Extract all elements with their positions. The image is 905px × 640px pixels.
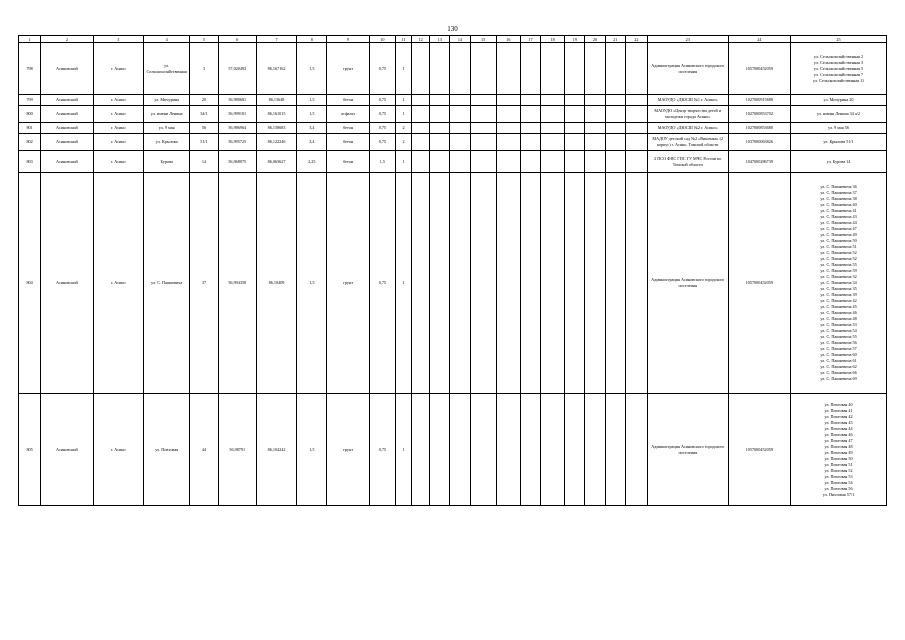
cell-num: 798 [19,43,41,95]
address-line: ул. Пихтовая 51 [824,461,853,467]
cell-addresses [791,394,887,506]
address-line: ул. Мичурина 20 [823,97,854,102]
empty-cell [430,394,450,506]
empty-cell [496,173,520,394]
empty-cell [541,151,565,173]
empty-cell [520,173,540,394]
empty-cell [470,134,496,151]
address-line: ул. Пихтовая 42 [824,413,853,419]
table-row [19,134,887,151]
cell-ogrn: 1027000853680 [728,123,791,134]
cell-addresses [791,123,887,134]
address-line: ул. Бурова 14 [826,158,851,164]
cell-count: 2 [395,123,411,134]
empty-cell [412,123,430,134]
cell-district: Асиновский [41,43,93,95]
cell-cover: бетон [327,95,369,106]
cell-street: ул. С. Пашкевича [144,173,190,394]
empty-cell [450,173,470,394]
cell-area: 1,5 [297,173,327,394]
column-number: 21 [605,36,625,43]
column-number: 24 [728,36,791,43]
address-line: ул. С. Пашкевича 66 [820,370,857,375]
empty-cell [565,106,585,123]
cell-num: 799 [19,95,41,106]
empty-cell [430,95,450,106]
empty-cell [430,134,450,151]
empty-cell [605,123,625,134]
empty-cell [625,173,647,394]
cell-owner: МАОУДО «Центр творчества детей и молодежи города Асино» [647,106,728,123]
column-number: 10 [369,36,395,43]
cell-district: Асиновский [41,394,93,506]
empty-cell [412,43,430,95]
cell-city: г. Асино [93,151,143,173]
cell-city: г. Асино [93,394,143,506]
empty-cell [625,394,647,506]
cell-street: ул. Пихтовая [144,394,190,506]
cell-ogrn: 1047000286739 [728,151,791,173]
address-line: ул. С. Пашкевича 62 [820,364,857,369]
cell-cover: бетон [327,123,369,134]
empty-cell [541,106,565,123]
cell-cover: грунт [327,173,369,394]
address-line: ул. С. Пашкевича 52 [820,250,857,255]
empty-cell [430,106,450,123]
empty-cell [520,123,540,134]
empty-cell [565,95,585,106]
empty-cell [605,134,625,151]
cell-cover: асфальт [327,106,369,123]
address-line: ул. Пихтовая 48 [824,443,853,449]
cell-ogrn: 1057000452059 [728,394,791,506]
address-line: ул. С. Пашкевича 44 [820,220,857,225]
cell-cover: грунт [327,394,369,506]
cell-district: Асиновский [41,173,93,394]
column-number: 25 [791,36,887,43]
address-line: ул. С. Пашкевича 55 [820,334,857,339]
cell-cover: бетон [327,151,369,173]
empty-cell [412,151,430,173]
cell-lon: 86,13648 [256,95,296,106]
cell-count: 1 [395,106,411,123]
cell-district: Асиновский [41,123,93,134]
empty-cell [565,134,585,151]
cell-street: ул. Крылова [144,134,190,151]
empty-cell [605,106,625,123]
empty-cell [450,123,470,134]
cell-num: 803 [19,151,41,173]
address-line: ул. С. Пашкевича 48 [820,316,857,321]
cell-volume: 0,75 [369,95,395,106]
empty-cell [520,134,540,151]
empty-cell [412,95,430,106]
empty-cell [520,151,540,173]
column-number: 17 [520,36,540,43]
cell-house: 44 [190,394,218,506]
empty-cell [412,173,430,394]
cell-lat: 56,986964 [218,123,256,134]
address-line: ул. С. Пашкевича 69 [820,376,857,381]
empty-cell [585,106,605,123]
cell-city: г. Асино [93,43,143,95]
cell-house: 20 [190,95,218,106]
cell-lon: 86,158683 [256,123,296,134]
cell-lat: 57,020493 [218,43,256,95]
cell-area: 3,4 [297,123,327,134]
cell-owner: 2 ПСО ФПС ГПС ГУ МЧС России по Томской области [647,151,728,173]
empty-cell [430,173,450,394]
cell-street: Бурова [144,151,190,173]
column-number: 19 [565,36,585,43]
address-line: ул. Пихтовая 49 [824,449,853,455]
cell-house: 56 [190,123,218,134]
register-table [18,35,887,506]
address-line: ул. Пихтовая 41 [824,407,853,413]
empty-cell [496,134,520,151]
page-number: 130 [447,25,458,33]
column-number: 5 [190,36,218,43]
cell-count: 1 [395,95,411,106]
empty-cell [565,123,585,134]
cell-street: ул. Сельскохозяйственная [144,43,190,95]
address-line: ул. Пихтовая 47 [824,437,853,443]
empty-cell [412,134,430,151]
column-number: 9 [327,36,369,43]
empty-cell [585,43,605,95]
cell-addresses [791,106,887,123]
address-line: ул. С. Пашкевича 47 [820,226,857,231]
cell-num: 801 [19,123,41,134]
cell-cover: бетон [327,134,369,151]
cell-lat: 56,980681 [218,95,256,106]
cell-house: 34/1 [190,106,218,123]
column-number: 1 [19,36,41,43]
cell-num: 805 [19,394,41,506]
address-line: ул. С. Пашкевича 35 [820,286,857,291]
empty-cell [496,95,520,106]
empty-cell [565,151,585,173]
address-line: ул. С. Пашкевича 45 [820,304,857,309]
cell-volume: 0,75 [369,394,395,506]
column-number: 18 [541,36,565,43]
empty-cell [470,43,496,95]
address-line: ул. Пихтовая 54 [824,479,853,485]
empty-cell [450,151,470,173]
empty-cell [605,43,625,95]
cell-city: г. Асино [93,123,143,134]
column-number: 8 [297,36,327,43]
cell-house: 3 [190,43,218,95]
empty-cell [625,43,647,95]
column-number: 23 [647,36,728,43]
cell-ogrn: 1027000853702 [728,106,791,123]
cell-owner: МАОУДО «ДЮСШ №1 г. Асино» [647,95,728,106]
address-line: ул. Сельскохозяйственная 5 [813,65,864,71]
address-line: ул. С. Пашкевича 51 [820,244,857,249]
address-line: ул. С. Пашкевича 46 [820,310,857,315]
empty-cell [450,43,470,95]
address-line: ул. С. Пашкевича 56 [820,340,857,345]
cell-count: 1 [395,394,411,506]
address-line: ул. Сельскохозяйственная 7 [813,71,864,77]
empty-cell [430,43,450,95]
empty-cell [541,134,565,151]
empty-cell [565,394,585,506]
cell-addresses [791,95,887,106]
table-row [19,95,887,106]
empty-cell [585,151,605,173]
address-line: ул. С. Пашкевича 53 [820,322,857,327]
address-line: ул. С. Пашкевича 60 [820,352,857,357]
address-line: ул. С. Пашкевича 32 [820,274,857,279]
empty-cell [625,123,647,134]
cell-area: 1,5 [297,394,327,506]
empty-cell [470,123,496,134]
address-line: ул. Сельскохозяйственная 2 [813,53,864,59]
empty-cell [520,106,540,123]
empty-cell [450,394,470,506]
column-number: 4 [144,36,190,43]
column-number: 16 [496,36,520,43]
address-line: ул. Сельскохозяйственная 3 [813,59,864,65]
cell-area: 3,4 [297,134,327,151]
cell-area: 1,5 [297,95,327,106]
empty-cell [625,106,647,123]
column-number: 3 [93,36,143,43]
cell-house: 14 [190,151,218,173]
empty-cell [605,151,625,173]
cell-lat: 56,968075 [218,151,256,173]
empty-cell [625,151,647,173]
cell-owner: МАОУДО «ДЮСШ №2 г. Асино» [647,123,728,134]
cell-ogrn: 1057000452059 [728,43,791,95]
address-line: ул. С. Пашкевича 43 [820,214,857,219]
empty-cell [585,134,605,151]
empty-cell [541,394,565,506]
cell-house: 51/1 [190,134,218,151]
cell-ogrn: 1027000915688 [728,95,791,106]
address-line: ул. Пихтовая 46 [824,431,853,437]
empty-cell [565,43,585,95]
empty-cell [585,394,605,506]
empty-cell [541,123,565,134]
empty-cell [496,394,520,506]
address-line: ул. С. Пашкевича 50 [820,238,857,243]
empty-cell [496,106,520,123]
address-line: ул. С. Пашкевича 42 [820,298,857,303]
empty-cell [565,173,585,394]
cell-lon: 86,161015 [256,106,296,123]
cell-city: г. Асино [93,173,143,394]
cell-lat: 56,995725 [218,134,256,151]
cell-lon: 86,104242 [256,394,296,506]
cell-area: 1,5 [297,43,327,95]
empty-cell [496,151,520,173]
cell-volume: 0,75 [369,106,395,123]
cell-owner: Администрация Асиновского городского поселения [647,394,728,506]
cell-city: г. Асино [93,106,143,123]
cell-cover: грунт [327,43,369,95]
address-line: ул. С. Пашкевича 41 [820,208,857,213]
cell-lon: 86,167162 [256,43,296,95]
cell-city: г. Асино [93,134,143,151]
cell-lon: 86,063627 [256,151,296,173]
address-line: ул. С. Пашкевича 59 [820,268,857,273]
cell-addresses [791,134,887,151]
address-line: ул. Пихтовая 56 [824,485,853,491]
cell-city: г. Асино [93,95,143,106]
address-line: ул. С. Пашкевича 55 [820,262,857,267]
empty-cell [470,95,496,106]
cell-ogrn: 1037000063826 [728,134,791,151]
cell-volume: 0,75 [369,43,395,95]
address-line: ул. С. Пашкевича 38 [820,196,857,201]
empty-cell [450,95,470,106]
empty-cell [625,95,647,106]
table-row [19,123,887,134]
address-line: ул. Пихтовая 44 [824,425,853,431]
empty-cell [520,43,540,95]
address-line: ул. Пихтовая 53 [824,473,853,479]
empty-cell [412,106,430,123]
cell-district: Асиновский [41,151,93,173]
cell-lat: 56,98791 [218,394,256,506]
address-line: ул. С. Пашкевича 39 [820,292,857,297]
address-line: ул. Пихтовая 52 [824,467,853,473]
cell-num: 802 [19,134,41,151]
cell-owner: Администрация Асиновского городского поселения [647,43,728,95]
empty-cell [496,43,520,95]
empty-cell [605,394,625,506]
cell-count: 2 [395,134,411,151]
address-line: ул. имени Ленина 34 а/2 [817,111,861,116]
empty-cell [470,151,496,173]
cell-district: Асиновский [41,95,93,106]
cell-volume: 0,75 [369,123,395,134]
column-number: 15 [470,36,496,43]
empty-cell [541,95,565,106]
cell-street: ул. имени Ленина [144,106,190,123]
table-row [19,173,887,394]
cell-house: 37 [190,173,218,394]
cell-ogrn: 1057000452059 [728,173,791,394]
column-number: 14 [450,36,470,43]
address-line: ул. 9 мая 56 [828,125,849,130]
cell-num: 800 [19,106,41,123]
cell-owner: Администрация Асиновского городского поселения [647,173,728,394]
address-line: ул. Пихтовая 43 [824,419,853,425]
column-number: 7 [256,36,296,43]
empty-cell [625,134,647,151]
cell-lon: 86,10409 [256,173,296,394]
cell-street: ул. 9 мая [144,123,190,134]
empty-cell [470,173,496,394]
address-line: ул. Крылова 51/1 [823,139,854,144]
empty-cell [450,134,470,151]
empty-cell [496,123,520,134]
address-line: ул. С. Пашкевича 57 [820,346,857,351]
address-line: ул. С. Пашкевича 40 [820,202,857,207]
register-body [19,36,887,506]
column-number: 20 [585,36,605,43]
cell-count: 1 [395,43,411,95]
address-line: ул. С. Пашкевича 54 [820,328,857,333]
cell-volume: 0,75 [369,173,395,394]
empty-cell [585,173,605,394]
address-line: ул. Пихтовая 57/1 [822,491,855,497]
column-number: 2 [41,36,93,43]
column-number-row [19,36,887,43]
empty-cell [605,95,625,106]
address-line: ул. Сельскохозяйственная 11 [812,77,865,83]
column-number: 6 [218,36,256,43]
address-line: ул. С. Пашкевича 49 [820,232,857,237]
cell-volume: 1,5 [369,151,395,173]
column-number: 22 [625,36,647,43]
empty-cell [430,151,450,173]
table-row [19,43,887,95]
empty-cell [470,106,496,123]
table-row [19,394,887,506]
empty-cell [541,43,565,95]
cell-street: ул. Мичурина [144,95,190,106]
cell-count: 1 [395,173,411,394]
cell-lat: 56,999101 [218,106,256,123]
address-line: ул. С. Пашкевича 34 [820,280,857,285]
empty-cell [430,123,450,134]
address-line: ул. С. Пашкевича 61 [820,358,857,363]
cell-addresses [791,151,887,173]
address-line: ул. С. Пашкевича 52 [820,256,857,261]
address-line: ул. Пихтовая 40 [824,401,853,407]
column-number: 11 [395,36,411,43]
cell-lat: 56,994358 [218,173,256,394]
cell-district: Асиновский [41,134,93,151]
empty-cell [541,173,565,394]
empty-cell [520,95,540,106]
table-row [19,106,887,123]
cell-addresses [791,43,887,95]
table-row [19,151,887,173]
cell-lon: 86,122246 [256,134,296,151]
empty-cell [450,106,470,123]
cell-area: 2,25 [297,151,327,173]
address-line: ул. Пихтовая 50 [824,455,853,461]
cell-addresses [791,173,887,394]
cell-area: 1,5 [297,106,327,123]
cell-owner: МАДОУ детский сад №2 «Вишенка» (2 корпус) г. Асино, Томской области [647,134,728,151]
column-number: 12 [412,36,430,43]
empty-cell [605,173,625,394]
empty-cell [412,394,430,506]
empty-cell [585,123,605,134]
cell-num: 804 [19,173,41,394]
empty-cell [470,394,496,506]
cell-volume: 0,75 [369,134,395,151]
address-line: ул. С. Пашкевича 37 [820,190,857,195]
column-number: 13 [430,36,450,43]
empty-cell [520,394,540,506]
address-line: ул. С. Пашкевича 36 [820,184,857,189]
cell-count: 1 [395,151,411,173]
empty-cell [585,95,605,106]
cell-district: Асиновский [41,106,93,123]
